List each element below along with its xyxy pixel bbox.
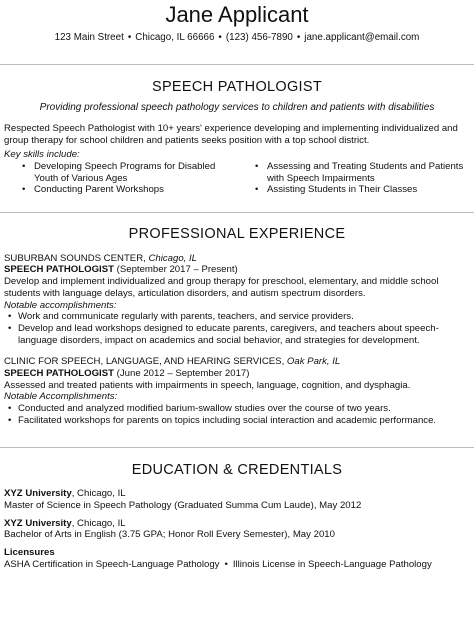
- degree-name: Bachelor of Arts in English (3.75 GPA; Honor Roll Every Semester), May 2010: [4, 529, 335, 541]
- separator: •: [127, 32, 132, 43]
- accomplishments-list: [4, 403, 470, 426]
- bullet-icon: •: [22, 160, 26, 172]
- degree-school: XYZ University, Chicago, IL: [4, 488, 126, 500]
- bullet-icon: •: [255, 184, 259, 196]
- degree-name: Master of Science in Speech Pathology (Graduated Summa Cum Laude), May 2012: [4, 499, 362, 511]
- degree-school: XYZ University, Chicago, IL: [4, 517, 126, 529]
- job-role: SPEECH PATHOLOGIST (September 2017 – Present): [4, 264, 238, 276]
- licensures-label: Licensures: [4, 547, 55, 559]
- accomplishment-item: • Conducted and analyzed modified barium-swallow studies over the course of two years.: [8, 403, 391, 415]
- licensures-list: ASHA Certification in Speech-Language Pathology • Illinois License in Speech-Language Pathology: [4, 558, 432, 570]
- bullet-icon: •: [8, 311, 12, 323]
- skills-column-left: [4, 161, 237, 196]
- separator: •: [218, 32, 222, 43]
- job-role: SPEECH PATHOLOGIST (June 2012 – September 2017): [4, 368, 250, 380]
- separator: •: [224, 558, 228, 570]
- summary-text: Respected Speech Pathologist with 10+ years' experience developing and implementing individualized and group therapy for school children and patients seeks position with a top school district.: [4, 122, 458, 146]
- accomplishments-label: Notable accomplishments:: [4, 299, 117, 311]
- experience-title: PROFESSIONAL EXPERIENCE: [128, 226, 346, 243]
- divider: [0, 212, 474, 213]
- job-description: Develop and implement individualized and group therapy for preschool, elementary, and middle school students with language delays, articulation disorders, and autism spectrum disorders.: [4, 276, 439, 299]
- licensures: [4, 547, 470, 570]
- divider: [0, 447, 474, 448]
- email: jane.applicant@email.com: [304, 32, 420, 43]
- address: 123 Main Street: [54, 32, 124, 43]
- skills-list: [4, 161, 470, 196]
- divider: [0, 64, 474, 65]
- separator: •: [296, 32, 301, 43]
- accomplishment-item: • Work and communicate regularly with parents, teachers, and service providers.: [8, 311, 354, 323]
- skill-item: • Developing Speech Programs for Disabled Youth of Various Ages: [22, 160, 216, 184]
- applicant-name: Jane Applicant: [165, 2, 309, 27]
- bullet-icon: •: [22, 184, 26, 196]
- job-entry: [4, 253, 470, 347]
- accomplishment-item: • Facilitated workshops for parents on topics including social interaction and academic performance.: [8, 414, 437, 426]
- degree-entry: [4, 488, 470, 511]
- skills-column-right: [237, 161, 470, 196]
- phone: (123) 456-7890: [225, 32, 293, 43]
- job-description: Assessed and treated patients with impairments in speech, language, cognition, and dysphagia.: [4, 379, 411, 391]
- job-entry: [4, 356, 470, 426]
- job-employer: SUBURBAN SOUNDS CENTER, Chicago, IL: [4, 252, 197, 264]
- accomplishments-list: [4, 311, 470, 346]
- bullet-icon: •: [255, 160, 259, 172]
- bullet-icon: •: [8, 322, 12, 334]
- summary-title: SPEECH PATHOLOGIST: [151, 78, 323, 95]
- accomplishment-item: • Develop and lead workshops designed to educate parents, caregivers, and teachers about speech-language disorders, impact on academics and social behavior, and strategies for development.: [8, 322, 439, 346]
- summary-tagline: Providing professional speech pathology services to children and patients with disabilities: [39, 101, 435, 113]
- education-title: EDUCATION & CREDENTIALS: [131, 461, 343, 478]
- bullet-icon: •: [8, 403, 12, 415]
- city: Chicago, IL 66666: [135, 32, 215, 43]
- bullet-icon: •: [8, 414, 12, 426]
- skill-item: • Assisting Students in Their Classes: [255, 184, 418, 196]
- job-employer: CLINIC FOR SPEECH, LANGUAGE, AND HEARING SERVICES, Oak Park, IL: [4, 356, 341, 368]
- skill-item: • Assessing and Treating Students and Patients with Speech Impairments: [255, 160, 464, 184]
- degree-entry: [4, 518, 470, 541]
- skills-label: Key skills include:: [4, 149, 80, 161]
- accomplishments-label: Notable Accomplishments:: [4, 391, 118, 403]
- skill-item: • Conducting Parent Workshops: [22, 184, 164, 196]
- contact-line: [4, 32, 470, 44]
